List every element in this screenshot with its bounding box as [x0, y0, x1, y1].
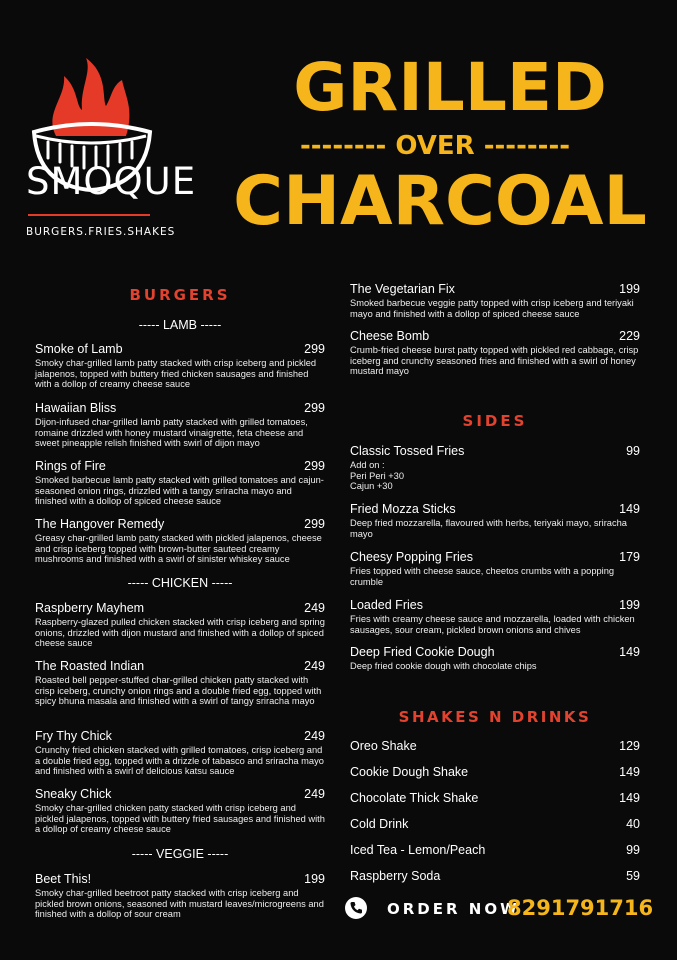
menu-item	[350, 550, 640, 587]
item-name: Fried Mozza Sticks	[350, 502, 456, 516]
phone-number[interactable]: 8291791716	[507, 896, 654, 920]
item-price: 149	[619, 645, 640, 659]
item-description: Crumb-fried cheese burst patty topped with pickled red cabbage, crisp iceberg and crunchy seasoned fries and finished with a swirl of honey mustard mayo	[350, 345, 639, 376]
item-name: Iced Tea - Lemon/Peach	[350, 843, 486, 857]
item-description: Fries with creamy cheese sauce and mozzarella, loaded with chicken sausages, sour cream, pickled brown onions and chives	[350, 614, 635, 635]
item-description: Smoked barbecue lamb patty stacked with grilled tomatoes and cajun-seasoned onion rings, drizzled with a tangy sriracha mayo and finished with a dollop of spiced cheese sauce	[35, 475, 324, 506]
item-name: Beet This!	[35, 872, 92, 886]
item-price: 249	[304, 787, 325, 801]
item-name: Loaded Fries	[350, 598, 423, 612]
item-description: Smoky char-grilled lamb patty stacked with crisp iceberg and pickled jalapenos, topped with buttery fried chicken sausages and finished with a dollop of creamy cheese sauce	[35, 358, 317, 389]
item-price: 299	[304, 342, 325, 356]
menu-item	[350, 329, 640, 377]
item-description: Smoky char-grilled beetroot patty stacked with crisp iceberg and pickled brown onions, seasoned with mustard leaves/microgreens and finished with a dollop of sour cream	[35, 888, 324, 919]
item-description: Add on : Peri Peri +30 Cajun +30	[350, 460, 405, 491]
menu-item	[35, 601, 325, 649]
item-price: 249	[304, 601, 325, 615]
item-price: 59	[626, 869, 640, 883]
item-description: Deep fried mozzarella, flavoured with herbs, teriyaki mayo, sriracha mayo	[350, 518, 627, 539]
item-name: Classic Tossed Fries	[350, 444, 465, 458]
item-price: 149	[619, 791, 640, 805]
brand-tagline: BURGERS.FRIES.SHAKES	[26, 226, 176, 238]
order-now-label: ORDER NOW	[387, 900, 520, 918]
item-name: Hawaiian Bliss	[35, 401, 117, 415]
item-description: Fries topped with cheese sauce, cheetos crumbs with a popping crumble	[350, 566, 615, 587]
item-price: 249	[304, 659, 325, 673]
item-name: The Vegetarian Fix	[350, 282, 455, 296]
item-price: 40	[626, 817, 640, 831]
drink-item	[350, 765, 640, 779]
menu-item	[35, 517, 325, 565]
menu-item	[35, 872, 325, 920]
item-price: 299	[304, 459, 325, 473]
item-price: 99	[626, 444, 640, 458]
phone-icon	[345, 897, 367, 919]
item-name: Deep Fried Cookie Dough	[350, 645, 495, 659]
drink-item	[350, 791, 640, 805]
subsection-lamb: ----- LAMB -----	[138, 318, 222, 332]
item-description: Deep fried cookie dough with chocolate chips	[350, 661, 537, 671]
item-price: 99	[626, 843, 640, 857]
menu-item	[35, 459, 325, 507]
item-price: 199	[304, 872, 325, 886]
item-name: Rings of Fire	[35, 459, 106, 473]
brand-name: SMOQUE	[26, 160, 197, 203]
headline-charcoal: CHARCOAL	[233, 162, 647, 241]
section-title-sides: SIDES	[462, 412, 528, 430]
item-price: 249	[304, 729, 325, 743]
item-name: Fry Thy Chick	[35, 729, 112, 743]
item-price: 129	[619, 739, 640, 753]
item-description: Raspberry-glazed pulled chicken stacked with crisp iceberg and spring onions, drizzled with dijon mustard and finished with a dollop of spiced cheese sauce	[35, 617, 325, 648]
item-name: Chocolate Thick Shake	[350, 791, 479, 805]
item-name: Smoke of Lamb	[35, 342, 123, 356]
item-name: Cold Drink	[350, 817, 409, 831]
menu-item	[350, 444, 640, 492]
brand-divider	[28, 214, 150, 216]
item-name: The Roasted Indian	[35, 659, 145, 673]
item-name: Cheesy Popping Fries	[350, 550, 473, 564]
section-title-drinks: SHAKES N DRINKS	[398, 708, 592, 726]
subsection-chicken: ----- CHICKEN -----	[127, 576, 233, 590]
item-name: Oreo Shake	[350, 739, 417, 753]
menu-item	[35, 659, 325, 707]
menu-item	[350, 502, 640, 539]
item-price: 199	[619, 282, 640, 296]
menu-item	[35, 787, 325, 835]
item-name: Cookie Dough Shake	[350, 765, 469, 779]
item-description: Greasy char-grilled lamb patty stacked with pickled jalapenos, cheese and crisp iceberg topped with brown-butter sauteed creamy mushrooms and finished with a swirl of sinister whiskey sauce	[35, 533, 322, 564]
item-description: Roasted bell pepper-stuffed char-grilled chicken patty stacked with crisp iceberg, crunchy onion rings and a double fried egg, topped with spicy bhuna masala and finished with a swirl of tangy sriracha mayo	[35, 675, 322, 706]
headline-over: -------- OVER --------	[299, 131, 571, 161]
menu-item	[350, 282, 640, 319]
drink-item	[350, 843, 640, 857]
section-title-burgers: BURGERS	[129, 286, 231, 304]
item-name: Raspberry Soda	[350, 869, 441, 883]
drink-item	[350, 817, 640, 831]
menu-item	[35, 729, 325, 777]
item-description: Dijon-infused char-grilled lamb patty stacked with grilled tomatoes, romaine drizzled with honey mustard vinaigrette, feta cheese and sweet pineapple relish finished with swirl of dijon mayo	[35, 417, 308, 448]
headline-grilled: GRILLED	[293, 49, 607, 126]
item-name: Cheese Bomb	[350, 329, 430, 343]
menu-item	[350, 598, 640, 635]
item-price: 199	[619, 598, 640, 612]
drink-item	[350, 869, 640, 883]
menu-item	[35, 342, 325, 390]
item-price: 299	[304, 401, 325, 415]
item-price: 299	[304, 517, 325, 531]
drink-item	[350, 739, 640, 753]
item-price: 179	[619, 550, 640, 564]
item-price: 149	[619, 765, 640, 779]
item-name: The Hangover Remedy	[35, 517, 165, 531]
subsection-veggie: ----- VEGGIE -----	[131, 847, 229, 861]
item-name: Sneaky Chick	[35, 787, 112, 801]
item-description: Smoky char-grilled chicken patty stacked with crisp iceberg and pickled jalapenos, topped with buttery fried sausages and finished with a dollop of creamy cheese sauce	[35, 803, 325, 834]
menu-item	[350, 645, 640, 672]
item-name: Raspberry Mayhem	[35, 601, 145, 615]
item-description: Crunchy fried chicken stacked with grilled tomatoes, crisp iceberg and a double fried egg, topped with a drizzle of tabasco and sriracha mayo and finished with a swirl of delicious katsu sauce	[35, 745, 324, 776]
item-description: Smoked barbecue veggie patty topped with crisp iceberg and teriyaki mayo and finished with a dollop of spiced cheese sauce	[350, 298, 634, 319]
item-price: 229	[619, 329, 640, 343]
item-price: 149	[619, 502, 640, 516]
menu-item	[35, 401, 325, 449]
